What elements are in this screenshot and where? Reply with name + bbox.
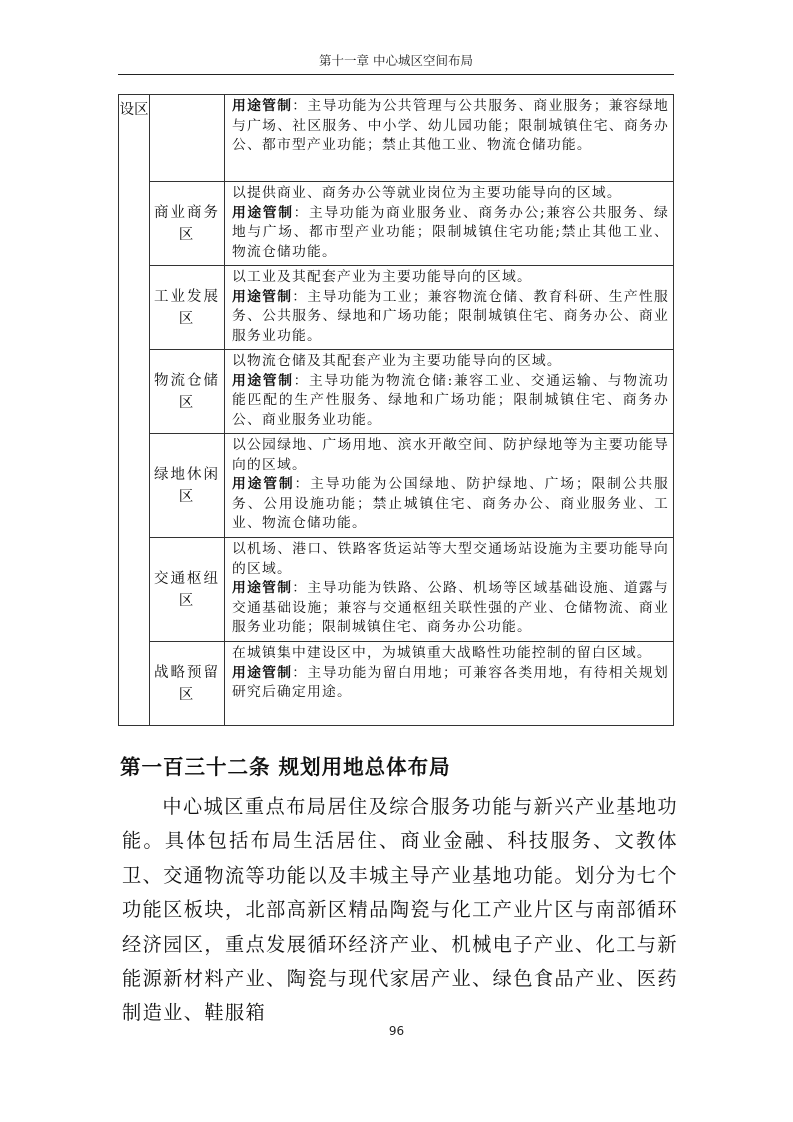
table-row <box>119 95 674 182</box>
page-number: 96 <box>388 1024 405 1038</box>
zone-control: ：主导功能为公国绿地、防护绿地、广场；限制公共服务、公用设施功能；禁止城镇住宅、商务办公、商业服务业、工业、物流仓储功能。 <box>232 476 669 531</box>
zone-description: 以物流仓储及其配套产业为主要功能导向的区域。 <box>232 353 562 369</box>
zone-description: 在城镇集中建设区中，为城镇重大战略性功能控制的留白区域。 <box>232 645 652 661</box>
zone-description: 以提供商业、商务办公等就业岗位为主要功能导向的区域。 <box>232 185 622 201</box>
zone-name-cell <box>150 182 225 266</box>
control-label: 用途管制 <box>232 664 293 681</box>
zone-control: ：主导功能为物流仓储:兼容工业、交通运输、与物流功能匹配的生产性服务、绿地和广场功能；限制城镇住宅、商务办公、商业服务业功能。 <box>232 372 669 428</box>
zone-name: 战略预留区 <box>154 664 220 703</box>
table-row <box>119 538 674 642</box>
zone-name-cell <box>150 266 225 350</box>
zone-desc-cell <box>225 266 674 350</box>
control-label: 用途管制 <box>232 98 293 114</box>
zone-control: ：主导功能为公共管理与公共服务、商业服务；兼容绿地与广场、社区服务、中小学、幼儿园功能；限制城镇住宅、商务办公、都市型产业功能；禁止其他工业、物流仓储功能。 <box>232 98 669 153</box>
zone-desc-cell <box>225 95 674 182</box>
category-label: 设区 <box>119 102 149 118</box>
zone-name: 交通枢纽区 <box>154 570 220 609</box>
body-paragraph: 中心城区重点布局居住及综合服务功能与新兴产业基地功能。具体包括布局生活居住、商业金融、科技服务、文教体卫、交通物流等功能以及丰城主导产业基地功能。划分为七个功能区板块，北部高新区精品陶瓷与化工产业片区与南部循环经济园区，重点发展循环经济产业、机械电子产业、化工与新能源新材料产业、陶瓷与现代家居产业、绿色食品产业、医药制造业、鞋服箱 <box>122 795 678 1025</box>
control-label: 用途管制 <box>232 580 293 596</box>
zone-name: 工业发展区 <box>154 288 220 327</box>
zone-name-cell <box>150 538 225 642</box>
zone-name-cell <box>150 642 225 726</box>
running-header: 第十一章 中心城区空间布局 <box>118 52 674 75</box>
table-row <box>119 434 674 538</box>
table-row <box>119 350 674 434</box>
control-label: 用途管制 <box>232 372 294 389</box>
table-row <box>119 182 674 266</box>
zone-control: ：主导功能为工业；兼容物流仓储、教育科研、生产性服务、公共服务、绿地和广场功能；限制城镇住宅、商务办公、商业服务业功能。 <box>232 288 669 344</box>
zone-desc-cell <box>225 434 674 538</box>
table-row <box>119 266 674 350</box>
zone-control: ：主导功能为留白用地；可兼容各类用地，有待相关规划研究后确定用途。 <box>232 664 669 700</box>
zone-name-cell <box>150 95 225 182</box>
zone-control: ：主导功能为商业服务业、商务办公;兼容公共服务、绿地与广场、都市型产业功能；限制城镇住宅功能;禁止其他工业、物流仓储功能。 <box>232 204 669 260</box>
zone-description: 以公园绿地、广场用地、滨水开敞空间、防护绿地等为主要功能导向的区域。 <box>232 437 669 473</box>
zone-description: 以工业及其配套产业为主要功能导向的区域。 <box>232 269 532 285</box>
zone-name: 物流仓储区 <box>154 372 220 411</box>
zone-description: 以机场、港口、铁路客货运站等大型交通场站设施为主要功能导向的区域。 <box>232 541 669 577</box>
zone-control: ：主导功能为铁路、公路、机场等区域基础设施、道露与交通基础设施；兼容与交通枢纽关联性强的产业、仓储物流、商业服务业功能；限制城镇住宅、商务办公功能。 <box>232 580 669 635</box>
category-cell <box>119 95 150 726</box>
zone-desc-cell <box>225 350 674 434</box>
zone-name: 商业商务区 <box>154 204 220 243</box>
zone-name-cell <box>150 434 225 538</box>
control-label: 用途管制 <box>232 288 293 305</box>
zone-desc-cell <box>225 182 674 266</box>
table-row <box>119 642 674 726</box>
zone-control-table <box>118 94 674 726</box>
zone-desc-cell <box>225 538 674 642</box>
zone-name: 绿地休闲区 <box>154 466 220 505</box>
control-label: 用途管制 <box>232 476 295 492</box>
control-label: 用途管制 <box>232 204 294 221</box>
article-heading: 第一百三十二条 规划用地总体布局 <box>120 755 451 779</box>
zone-name-cell <box>150 350 225 434</box>
zone-desc-cell <box>225 642 674 726</box>
